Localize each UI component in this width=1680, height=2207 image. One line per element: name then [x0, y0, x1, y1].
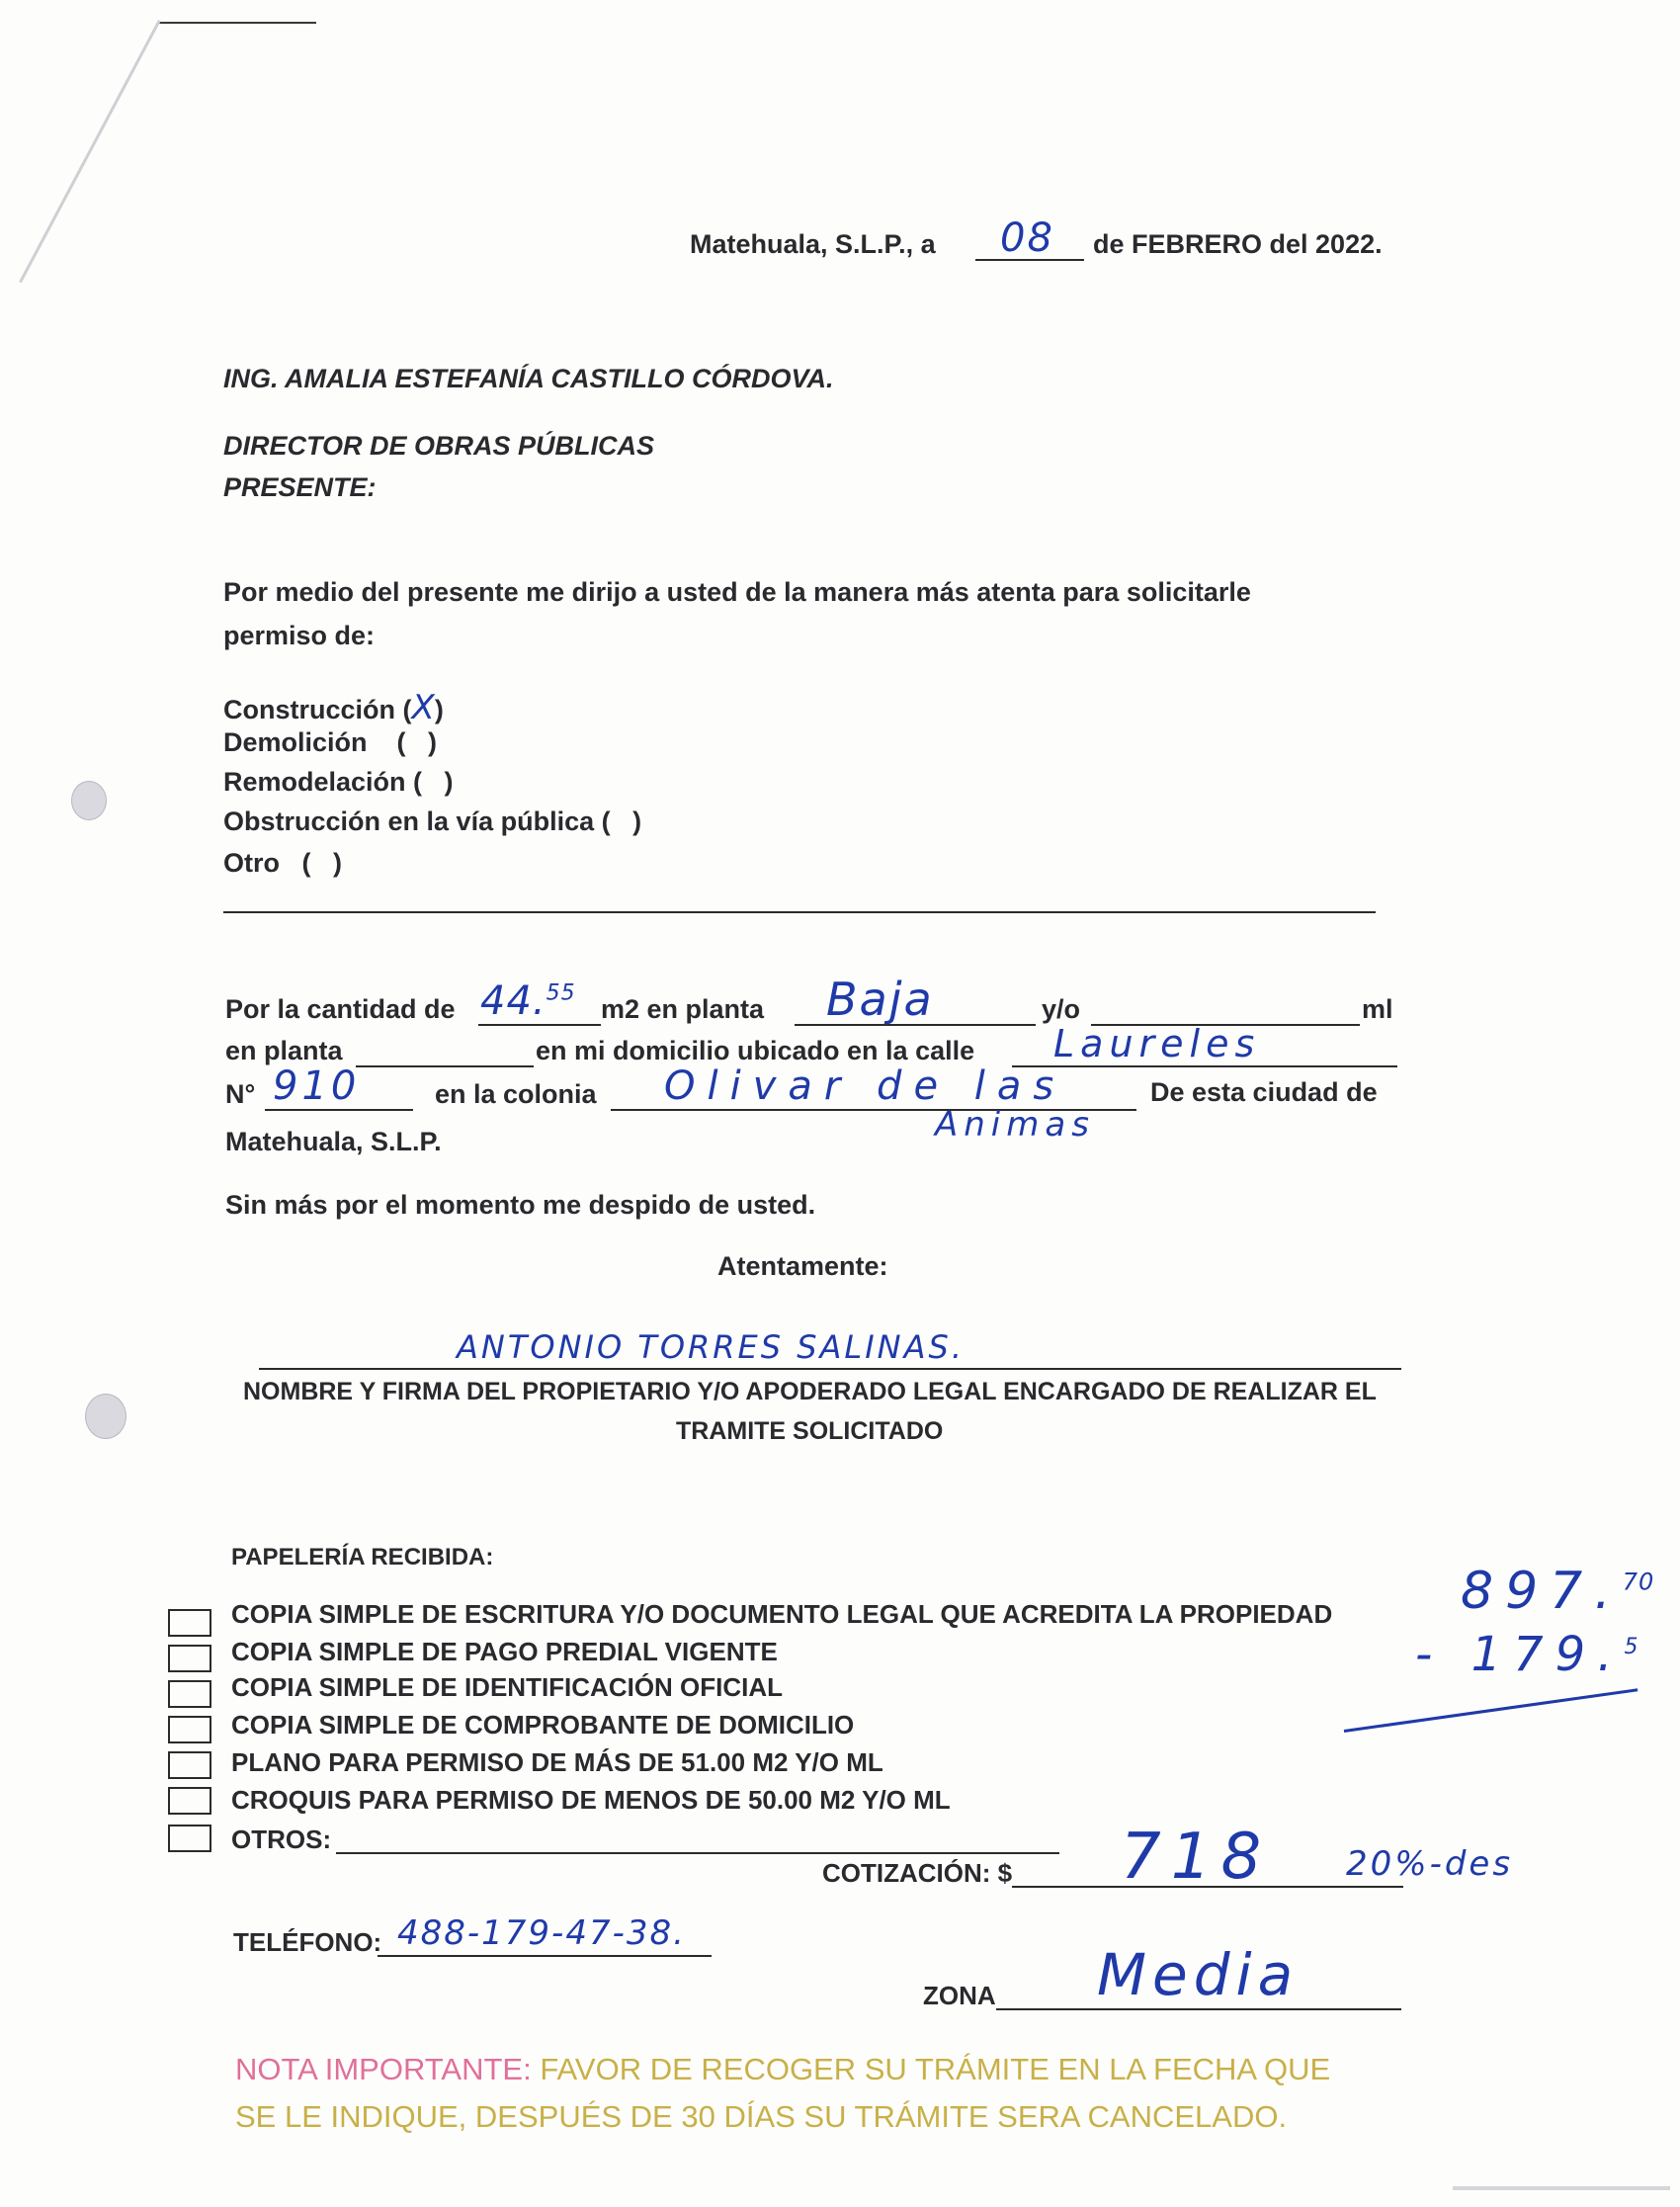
show-through-text	[287, 316, 1393, 1601]
permit-construccion	[223, 688, 444, 727]
signature-line	[259, 1368, 1401, 1370]
quote-label: COTIZACIÓN: $	[822, 1858, 1013, 1888]
qty-label: Por la cantidad de	[225, 994, 456, 1024]
yo-label: y/o	[1042, 994, 1081, 1024]
ml-label: ml	[1362, 994, 1393, 1024]
permit-construccion-mark: X	[411, 688, 435, 727]
otro-underline	[223, 911, 1376, 913]
no-value: 910	[273, 1063, 361, 1109]
paper-predial: COPIA SIMPLE DE PAGO PREDIAL VIGENTE	[231, 1637, 778, 1666]
permit-construccion-label: Construcción (	[223, 695, 412, 724]
scan-edge-line	[158, 22, 316, 24]
permit-construccion-close: )	[434, 695, 444, 724]
checkbox-otros[interactable]	[168, 1825, 211, 1852]
calc-a	[1461, 1562, 1654, 1621]
calc-a-decimals: 70	[1622, 1568, 1655, 1596]
colonia-value: Olivar de las	[664, 1063, 1066, 1109]
qty-decimals: 55	[546, 980, 576, 1006]
notice-text-1: FAVOR DE RECOGER SU TRÁMITE EN LA FECHA QUE	[531, 2052, 1331, 2086]
intro-line-1: Por medio del presente me dirijo a usted de la manera más atenta para solicitarle	[223, 577, 1251, 607]
checkbox-predial[interactable]	[168, 1645, 211, 1672]
colonia-value-2: Animas	[935, 1105, 1095, 1145]
papers-heading: PAPELERÍA RECIBIDA:	[231, 1544, 494, 1570]
planta-value: Baja	[826, 973, 934, 1026]
paper-plano: PLANO PARA PERMISO DE MÁS DE 51.00 M2 Y/O ML	[231, 1747, 883, 1777]
punch-hole-bottom	[85, 1394, 126, 1439]
notice-prefix: NOTA IMPORTANTE:	[235, 2052, 532, 2086]
calle-value: Laureles	[1053, 1022, 1261, 1065]
sign-caption-1: NOMBRE Y FIRMA DEL PROPIETARIO Y/O APODERADO LEGAL ENCARGADO DE REALIZAR EL	[243, 1378, 1377, 1405]
regards: Atentamente:	[717, 1251, 888, 1281]
date-rest: de FEBRERO del 2022.	[1093, 229, 1383, 259]
phone-underline	[378, 1955, 712, 1957]
en-planta-label: en planta	[225, 1036, 343, 1065]
checkbox-croquis[interactable]	[168, 1787, 211, 1815]
addressee-name: ING. AMALIA ESTEFANÍA CASTILLO CÓRDOVA.	[223, 364, 834, 393]
date-place: Matehuala, S.L.P., a	[690, 229, 936, 259]
permit-demolicion: Demolición ( )	[223, 727, 438, 757]
qty-value	[480, 978, 576, 1024]
checkbox-plano[interactable]	[168, 1751, 211, 1779]
scan-fold-line	[19, 20, 160, 283]
paper-otros: OTROS:	[231, 1825, 332, 1854]
paper-identificacion: COPIA SIMPLE DE IDENTIFICACIÓN OFICIAL	[231, 1672, 784, 1702]
no-label: N°	[225, 1079, 256, 1109]
phone-value: 488-179-47-38.	[397, 1913, 686, 1953]
zone-underline	[996, 2008, 1401, 2010]
calle-underline	[1012, 1065, 1397, 1067]
en-planta-underline	[356, 1065, 534, 1067]
quote-note: 20%-des	[1346, 1844, 1514, 1884]
ciudad-label: De esta ciudad de	[1150, 1077, 1378, 1107]
addressee-title: DIRECTOR DE OBRAS PÚBLICAS	[223, 431, 655, 461]
otros-underline	[336, 1852, 1059, 1854]
signature: ANTONIO TORRES SALINAS.	[457, 1328, 965, 1366]
zone-label: ZONA	[923, 1981, 996, 2010]
permit-otro: Otro ( )	[223, 848, 342, 878]
paper-domicilio: COPIA SIMPLE DE COMPROBANTE DE DOMICILIO	[231, 1710, 855, 1740]
calc-line	[1344, 1688, 1638, 1733]
m2-label: m2 en planta	[601, 994, 765, 1024]
day-value: 08	[1000, 215, 1054, 261]
notice-line-2: SE LE INDIQUE, DESPUÉS DE 30 DÍAS SU TRÁMITE SERA CANCELADO.	[235, 2099, 1288, 2134]
calc-b-decimals: 5	[1624, 1635, 1650, 1659]
checkbox-escritura[interactable]	[168, 1609, 211, 1637]
colonia-label: en la colonia	[435, 1079, 597, 1109]
domicilio-label: en mi domicilio ubicado en la calle	[536, 1036, 975, 1065]
permit-remodelacion: Remodelación ( )	[223, 767, 454, 797]
addressee-present: PRESENTE:	[223, 472, 377, 502]
sign-caption-2: TRAMITE SOLICITADO	[676, 1417, 944, 1445]
phone-label: TELÉFONO:	[233, 1927, 382, 1957]
closing-text: Sin más por el momento me despido de usted.	[225, 1190, 816, 1220]
calc-a-number: 897.	[1461, 1562, 1623, 1621]
paper-escritura: COPIA SIMPLE DE ESCRITURA Y/O DOCUMENTO LEGAL QUE ACREDITA LA PROPIEDAD	[231, 1599, 1333, 1629]
calc-b-number: - 179.	[1415, 1627, 1625, 1682]
qty-underline	[478, 1024, 601, 1026]
notice-line-1	[235, 2052, 1330, 2087]
zone-value: Media	[1097, 1941, 1300, 2008]
checkbox-identificacion[interactable]	[168, 1680, 211, 1708]
permit-obstruccion: Obstrucción en la vía pública ( )	[223, 806, 642, 836]
quote-value: 718	[1121, 1821, 1272, 1894]
calc-b	[1415, 1627, 1649, 1682]
qty-number: 44.	[480, 978, 546, 1024]
intro-line-2: permiso de:	[223, 621, 376, 650]
paper-croquis: CROQUIS PARA PERMISO DE MENOS DE 50.00 M2 Y/O ML	[231, 1785, 951, 1815]
checkbox-domicilio[interactable]	[168, 1716, 211, 1743]
punch-hole-top	[71, 781, 107, 820]
bottom-scan-line	[1453, 2186, 1670, 2190]
no-underline	[265, 1109, 413, 1111]
city-label: Matehuala, S.L.P.	[225, 1127, 442, 1156]
